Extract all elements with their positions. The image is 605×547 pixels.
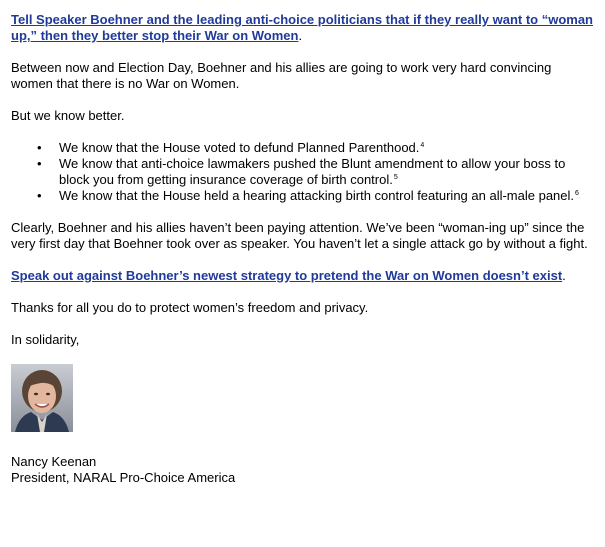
paragraph-clearly: Clearly, Boehner and his allies haven’t been paying attention. We’ve been “woman-ing up” since the very first day that Boehner took over as speaker. You haven’t let a single attack go by without a fight. — [11, 220, 588, 251]
action-link-paragraph — [11, 12, 595, 44]
bullet-icon: • — [37, 188, 42, 203]
action-link-woman-up[interactable]: Tell Speaker Boehner and the leading anti-choice politicians that if they really want to “woman up,” then they better stop their War on Women — [11, 12, 593, 43]
bullet-icon: • — [37, 140, 42, 155]
footnote-marker: 6 — [575, 190, 579, 197]
list-item — [37, 156, 595, 188]
signer-title: President, NARAL Pro-Choice America — [11, 470, 236, 485]
paragraph-know-better: But we know better. — [11, 108, 125, 123]
list-item — [37, 188, 595, 204]
footnote-marker: 5 — [393, 174, 398, 181]
list-item-text: We know that the House held a hearing attacking birth control featuring an all-male panel. — [59, 188, 575, 203]
list-item-text: We know that anti-choice lawmakers pushed the Blunt amendment to allow your boss to block you from getting insurance coverage of birth control. — [59, 156, 566, 187]
list-item-text: We know that the House voted to defund Planned Parenthood. — [59, 140, 420, 155]
speak-out-link-paragraph — [11, 268, 595, 284]
action-link-speak-out[interactable]: Speak out against Boehner’s newest strategy to pretend the War on Women doesn’t exist — [11, 268, 563, 283]
signer-photo — [11, 364, 73, 432]
action-link-period: . — [298, 28, 303, 43]
paragraph-thanks: Thanks for all you do to protect women’s freedom and privacy. — [11, 300, 369, 315]
list-item — [37, 140, 595, 156]
footnote-marker: 4 — [420, 142, 425, 149]
signer-name: Nancy Keenan — [11, 454, 97, 469]
closing-text: In solidarity, — [11, 332, 80, 347]
bullet-icon: • — [37, 156, 42, 171]
bullet-list — [11, 140, 595, 204]
speak-out-link-period: . — [562, 268, 566, 283]
paragraph-intro: Between now and Election Day, Boehner and his allies are going to work very hard convincing women that there is no War on Women. — [11, 60, 552, 91]
